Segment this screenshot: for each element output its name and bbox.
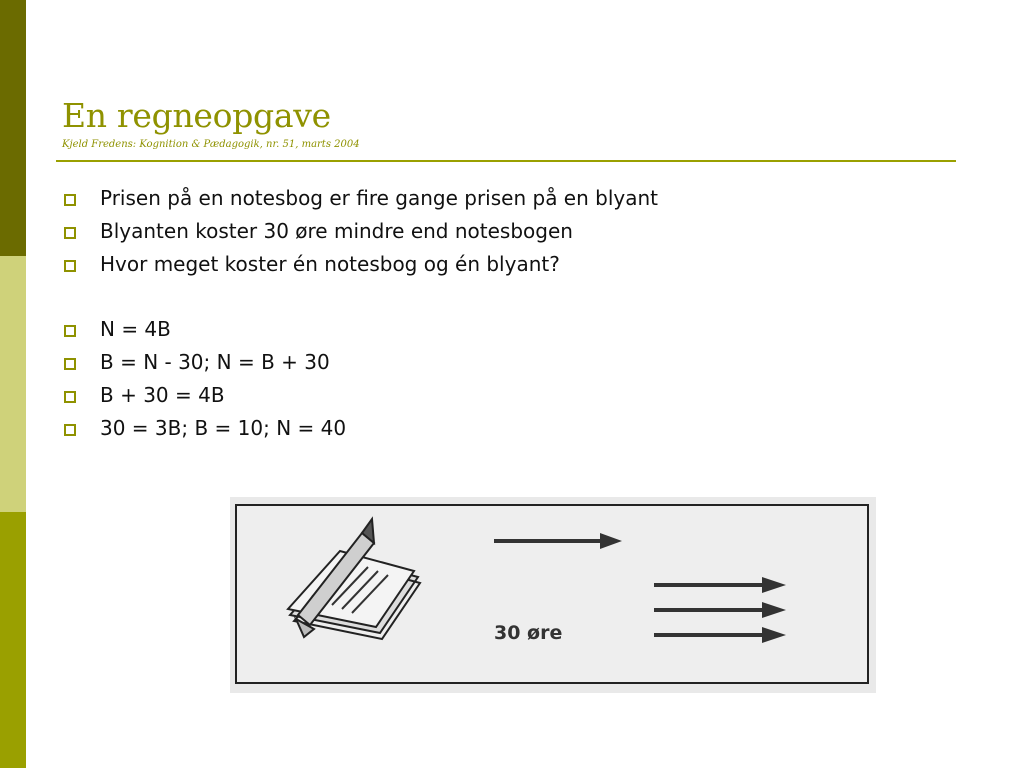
bullet-text: 30 = 3B; B = 10; N = 40 [100,416,347,440]
square-bullet-icon [64,391,76,403]
arrows-pencil-price [654,577,786,643]
square-bullet-icon [64,260,76,272]
slide-subtitle: Kjeld Fredens: Kognition & Pædagogik, nr. 51, marts 2004 [62,139,360,150]
square-bullet-icon [64,325,76,337]
bullet-item [62,248,658,281]
price-illustration [230,497,876,693]
decorative-side-bar [0,0,26,768]
side-bar-segment-dark [0,0,26,256]
square-bullet-icon [64,424,76,436]
price-illustration-svg [230,497,876,693]
bullet-item [62,346,658,379]
side-bar-segment-mid [0,512,26,768]
title-divider [56,160,956,162]
bullet-text: Hvor meget koster én notesbog og én blyant? [100,252,560,276]
bullet-list [62,182,658,445]
bullet-item [62,313,658,346]
square-bullet-icon [64,227,76,239]
price-difference-label: 30 øre [494,622,563,644]
bullet-text: B + 30 = 4B [100,383,225,407]
slide-title: En regneopgave [62,96,331,135]
bullet-text: Blyanten koster 30 øre mindre end notesbogen [100,219,573,243]
bullet-text: B = N - 30; N = B + 30 [100,350,330,374]
side-bar-segment-light [0,256,26,512]
bullet-text: Prisen på en notesbog er fire gange prisen på en blyant [100,186,659,210]
bullet-item [62,379,658,412]
bullet-spacer [62,281,658,313]
bullet-item [62,412,658,445]
square-bullet-icon [64,194,76,206]
bullet-text: N = 4B [100,317,171,341]
bullet-item [62,215,658,248]
square-bullet-icon [64,358,76,370]
bullet-item [62,182,658,215]
